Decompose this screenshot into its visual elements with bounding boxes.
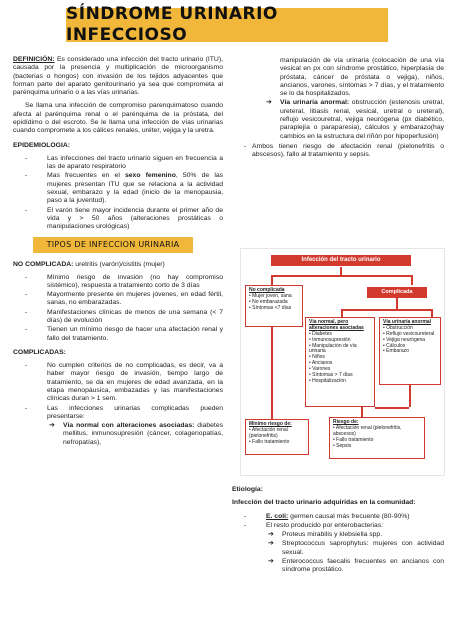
risk-list — [232, 143, 444, 160]
section-banner-label: TIPOS DE INFECCION URINARIA — [46, 240, 180, 250]
list-item: - El resto producido por enterobacterias: ➔ Proteus mirabilis y klebsiella spp. ➔ Streptococcus saprophytus: mujeres con actividad sexual. ➔ Enterococcus faecalis frecuentes en ancianos con síndrome prostático. — [232, 522, 444, 575]
arrow-icon: ➔ — [268, 540, 274, 548]
list-item: - E. coli: germen causal más frecuente (80-90%) — [232, 513, 444, 521]
arrow-icon: ➔ — [266, 99, 272, 107]
arrow-icon: ➔ — [268, 531, 274, 539]
minimal-risk-box: Mínimo riesgo de: • Afectación renal (pielonefritis) • Fallo tratamiento — [245, 419, 309, 455]
epidemiology-heading: EPIDEMIOLOGIA: — [13, 141, 71, 149]
etiology-subheading: Infección del tracto urinario adquiridas en la comunidad: — [232, 499, 416, 507]
etiology-list — [232, 513, 444, 575]
definition-text: Es considerado una infección del tracto urinario (ITU), causada por la presencia y multiplicación de microorganismo (bacterias o hongos) con invasión de los tejidos adyacentes que forman parte del aparato genitourinario ya sea que comprometa al parénquima urinario o a las vías urinarias. — [13, 56, 223, 97]
normal-tract-box: Vía normal, pero alteraciones asociadas • Diabetes • Inmunosupresión • Manipulación de vía urinaria • Niños • Ancianos • Varones • Síntomas > 7 días • Hospitalización — [305, 317, 375, 407]
list-item: - Manifestaciones clínicas de menos de una semana (< 7 días) de evolución — [13, 309, 223, 326]
title-banner — [66, 4, 388, 45]
complicated-heading: COMPLICADAS: — [13, 348, 66, 356]
list-item: - El varón tiene mayor incidencia durante el primer año de vida y > 50 años (alteraciones prostáticas o manipulaciones urológicas) — [13, 207, 223, 232]
list-item: ➔ Enterococcus faecalis frecuentes en ancianos con síndrome prostático. — [268, 557, 444, 574]
epidemiology-list — [13, 155, 223, 232]
list-item: ➔ Streptococcus saprophytus: mujeres con actividad sexual. — [268, 540, 444, 556]
list-item: - Las infecciones urinarias complicadas pueden presentarse: ➔ Vía normal con alteraciones asociadas: diabetes mellitus, inmunosupresión (cáncer, colagenopatías, nefropatías), — [13, 405, 223, 447]
uncomplicated-list — [13, 274, 223, 343]
parenchyma-paragraph: Se llama una infección de compromiso parenquimatoso cuando afecta al parénquima renal o el parénquima de la próstata, del epidídimo o del escroto. Se le llama una infección de vías urinarias cuando compromete a los cálices renales, uréter, vejiga y la uretra. — [13, 102, 223, 135]
uti-classification-diagram — [240, 248, 445, 476]
enterobacteria-list — [266, 531, 444, 574]
uncomplicated-box: No complicada • Mujer joven, sana • No embarazada • Síntomas <7 días — [245, 285, 303, 327]
list-item: ➔ Proteus mirabilis y klebsiella spp. — [268, 531, 383, 539]
list-item: - Mínimo riesgo de invasión (no hay compromiso sistémico), respuesta a tratamiento corto de 3 días — [13, 274, 223, 291]
list-item: - Las infecciones del tracto urinario siguen en frecuencia a las de aparato respiratorio — [13, 155, 223, 172]
list-item: ➔ Vía normal con alteraciones asociadas: diabetes mellitus, inmunosupresión (cáncer, colagenopatías, nefropatías), — [49, 422, 223, 446]
list-item: ➔ Vía urinaria anormal: obstrucción (estenosis uretral, ureteral, litiasis renal, vesical, uretral o ureteral), reflujo vesicouretral, vejiga neurógena (px diabético, paraplejía o paraparesia), cálculos y embarazo(hay cambios en la estructura del riñón por hipoperfusión) — [266, 99, 444, 140]
left-column — [13, 56, 223, 452]
complicated-list — [13, 362, 223, 447]
etiology-section — [232, 486, 444, 580]
page-title: SÍNDROME URINARIO INFECCIOSO — [66, 4, 278, 45]
list-item: - Mayormente presente en mujeres jóvenes, en edad fértil, sanas, no embarazadas. — [13, 291, 223, 308]
uncomplicated-heading: NO COMPLICADA: uretritis (varón)/cistitis (mujer) — [13, 261, 165, 269]
list-item: - Tienen un mínimo riesgo de hacer una afectación renal y fallo del tratamiento. — [13, 326, 223, 343]
list-item: - No cumplen criterios de no complicadas, es decir, va a haber mayor riesgo de invasión, tiempo largo de tratamiento, se da en mujeres de edad avanzada, en la etapa menopáusica, embazadas y las manifestaciones clínicas duran > 1 sem. — [13, 362, 223, 403]
definition-label: DEFINICIÓN: — [13, 56, 55, 63]
definition-paragraph — [13, 56, 223, 97]
arrow-icon: ➔ — [268, 557, 274, 565]
section-banner — [33, 237, 193, 253]
diagram-header: Infección del tracto urinario — [271, 255, 411, 266]
list-item: - Mas frecuentes en el sexo femenino, 50% de las mujeres presentan ITU que se relaciona a la actividad sexual, embarazo y la edad (inicio de la menopausia, paso a la juventud). — [13, 172, 223, 205]
risk-box: Riesgo de: • Afectación renal (pielonefritis, abscesos) • Fallo tratamiento • Sepsis — [329, 417, 425, 459]
list-item: manipulación de vía urinaria (colocación de una vía vesical en px con síndrome prostático, hiperplasia de próstata, cáncer de próstata o vejiga), niños, ancianos, varones, síntomas > 7 días, y el tratamiento se lo da hospitalizados. — [280, 57, 444, 98]
continuation-list — [232, 57, 444, 141]
etiology-heading: Etiología: — [232, 486, 263, 493]
list-item: - Ambos tienen riesgo de afectación renal (pielonefritis o abscesos), fallo al tratamiento y sepsis. — [232, 143, 444, 160]
arrow-icon: ➔ — [49, 422, 55, 430]
complicated-sublist — [47, 422, 223, 447]
abnormal-tract-box: Vía urinaria anormal • Obstrucción • Reflujo vesicoureteral • Vejiga neurógena • Cálculos • Embarazo — [379, 317, 441, 385]
complicated-label: Complicada — [367, 287, 427, 298]
right-column — [232, 56, 444, 164]
